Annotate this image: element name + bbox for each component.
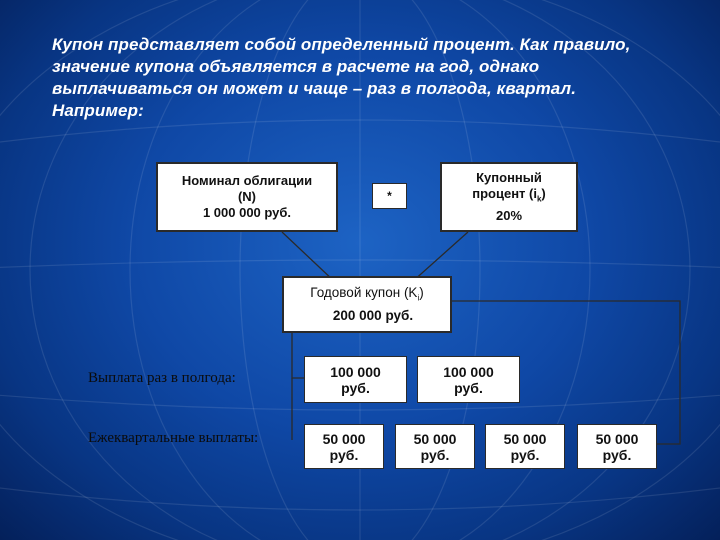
coupon-rate-symbol: процент $(i_k)$ <box>472 186 546 204</box>
quarterly-amount: 50 000 <box>322 430 366 447</box>
quarterly-unit: руб. <box>329 446 359 463</box>
quarterly-amount: 50 000 <box>413 430 457 447</box>
quarterly-label: Ежеквартальные выплаты: <box>88 430 259 446</box>
semiannual-unit: руб. <box>341 379 370 396</box>
coupon-rate-title: Купонный <box>476 170 542 186</box>
semiannual-amount: 100 000 <box>330 363 381 380</box>
quarterly-payment-3 <box>485 424 565 469</box>
multiply-operator <box>372 183 407 209</box>
semiannual-amount: 100 000 <box>443 363 494 380</box>
coupon-rate-value: 20% <box>495 207 523 223</box>
annual-coupon-box <box>282 276 452 333</box>
quarterly-amount: 50 000 <box>595 430 639 447</box>
nominal-box <box>156 162 338 232</box>
quarterly-unit: руб. <box>510 446 540 463</box>
semiannual-payment-2 <box>417 356 520 403</box>
quarterly-payment-2 <box>395 424 475 469</box>
nominal-title: Номинал облигации <box>181 173 313 188</box>
connector-rate <box>412 232 468 282</box>
coupon-rate-box <box>440 162 578 232</box>
semiannual-unit: руб. <box>454 379 483 396</box>
semiannual-label: Выплата раз в полгода: <box>88 370 236 386</box>
nominal-symbol: (N) <box>237 189 257 204</box>
quarterly-unit: руб. <box>420 446 450 463</box>
annual-coupon-value: 200 000 руб. <box>332 308 414 324</box>
quarterly-amount: 50 000 <box>503 430 547 447</box>
quarterly-payment-4 <box>577 424 657 469</box>
operator-symbol: * <box>387 189 392 203</box>
semiannual-payment-1 <box>304 356 407 403</box>
intro-text: Купон представляет собой определенный процент. Как правило, значение купона объявляется в расчете на год, однако выплачиваться он может и чаще – раз в полгода, квартал. Например: <box>52 35 631 120</box>
quarterly-payment-1 <box>304 424 384 469</box>
connector-left-bracket <box>292 333 304 378</box>
connector-nominal <box>282 232 335 282</box>
annual-coupon-title: Годовой купон $(K_i)$ <box>310 284 424 303</box>
nominal-value: 1 000 000 руб. <box>202 205 292 220</box>
quarterly-unit: руб. <box>602 446 632 463</box>
